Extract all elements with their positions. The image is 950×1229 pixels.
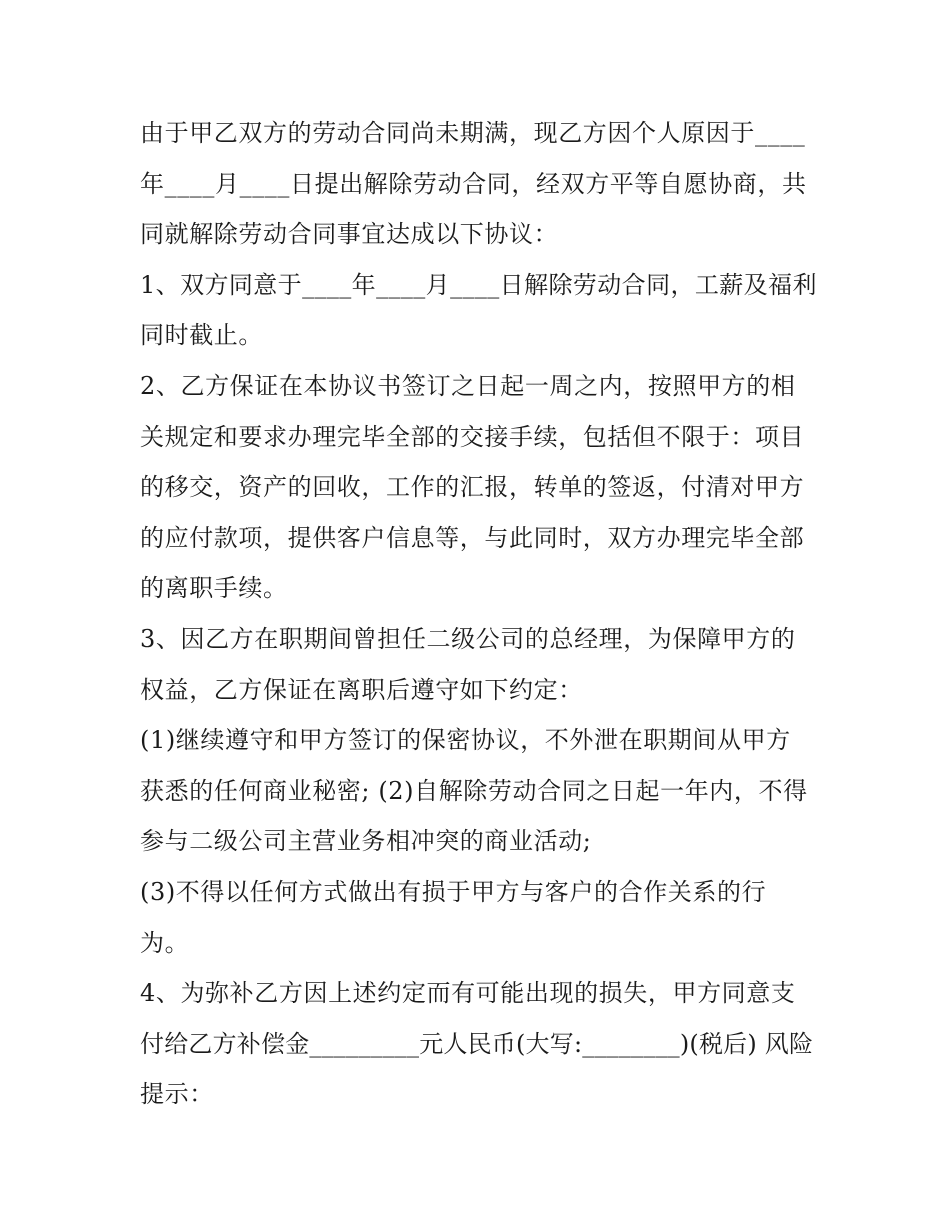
text-line: 付给乙方补偿金_________元人民币(大写:________)(税后) 风险 [140,1029,814,1058]
text-line: 4、为弥补乙方因上述约定而有可能出现的损失，甲方同意支 [140,979,796,1008]
text-line: 提示： [140,1080,214,1109]
text-line: 同时截止。 [140,321,263,350]
text-line: 为。 [140,928,190,957]
text-line: 1、双方同意于____年____月____日解除劳动合同，工薪及福利 [140,270,817,299]
text-line: 由于甲乙双方的劳动合同尚未期满，现乙方因个人原因于____ [140,119,806,147]
text-line: 关规定和要求办理完毕全部的交接手续，包括但不限于：项目 [140,422,805,451]
text-line: 权益，乙方保证在离职后遵守如下约定： [140,675,583,704]
text-line: (1)继续遵守和甲方签订的保密协议，不外泄在职期间从甲方 [140,726,791,755]
text-line: (3)不得以任何方式做出有损于甲方与客户的合作关系的行 [140,877,767,906]
text-line: 同就解除劳动合同事宜达成以下协议： [140,220,559,249]
text-line: 的离职手续。 [140,574,288,603]
text-line: 参与二级公司主营业务相冲突的商业活动; [140,827,592,856]
document-page [140,108,820,1120]
text-line: 的移交，资产的回收，工作的汇报，转单的签返，付清对甲方 [140,473,805,502]
text-line: 获悉的任何商业秘密; (2)自解除劳动合同之日起一年内，不得 [140,776,808,805]
text-line: 2、乙方保证在本协议书签订之日起一周之内，按照甲方的相 [140,371,796,400]
text-line: 3、因乙方在职期间曾担任二级公司的总经理，为保障甲方的 [140,624,796,653]
text-line: 的应付款项，提供客户信息等，与此同时，双方办理完毕全部 [140,523,805,552]
text-line: 年____月____日提出解除劳动合同，经双方平等自愿协商，共 [140,169,807,198]
